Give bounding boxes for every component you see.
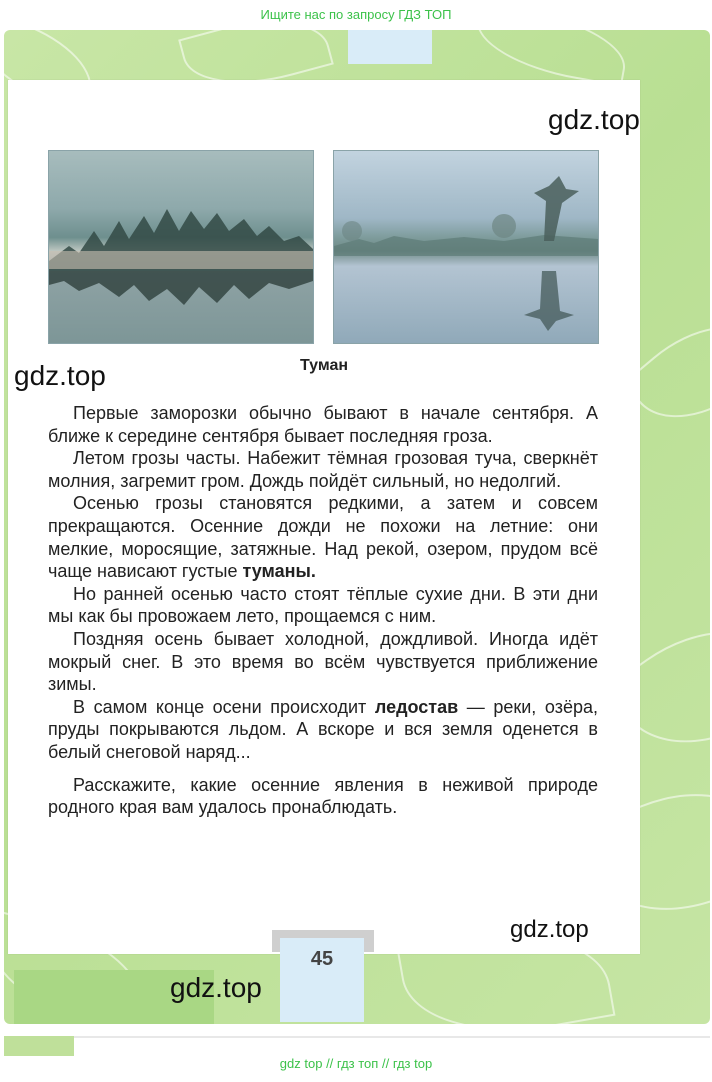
fog-lake-photo-left (48, 150, 314, 344)
leaf-decoration (470, 30, 632, 87)
bottom-tab (4, 1036, 74, 1056)
watermark: gdz.top (170, 972, 262, 1003)
paragraph: Но ранней осенью часто стоят тёплые сухие дни. В эти дни мы как бы провожаем лето, прощаемся с ним. (48, 583, 598, 627)
term-fogs: туманы. (242, 561, 316, 582)
search-hint-text: Ищите нас по запросу ГДЗ ТОП (260, 7, 452, 22)
footer-link[interactable]: гдз топ (336, 1056, 379, 1071)
search-hint-banner (0, 0, 712, 30)
footer-separator: // (326, 1056, 334, 1071)
footer-link[interactable]: гдз top (392, 1056, 433, 1071)
tree-reflection-icon (334, 271, 598, 331)
paragraph: Летом грозы часты. Набежит тёмная грозовая туча, сверкнёт молния, загремит гром. Дождь пойдёт сильный, но недолгий. (48, 448, 598, 491)
textbook-page (8, 80, 640, 954)
fog-band (49, 251, 313, 269)
watermark: gdz.top (548, 104, 640, 135)
footer-links (0, 1056, 712, 1074)
watermark: gdz.top (14, 360, 106, 391)
photo-caption: Туман (299, 357, 349, 374)
paragraph-text: Осенью грозы становятся редкими, а затем и совсем прекращаются. Осенние дожди не похожи на летние: они мелкие, моросящие, затяжные. Над рекой, озером, прудом всё чаще нависают густые (48, 493, 598, 582)
misty-trees-icon (334, 171, 598, 256)
term-freeze-up: ледостав (374, 696, 459, 717)
paragraph-text: В самом конце осени происходит (73, 696, 367, 717)
paragraph (48, 492, 598, 582)
paragraph: Первые заморозки обычно бывают в начале сентября. А ближе к середине сентября бывает последняя гроза. (48, 403, 598, 446)
paragraph (48, 696, 598, 764)
body-text (48, 402, 598, 819)
page-number: 45 (280, 938, 364, 1022)
question-paragraph: Расскажите, какие осенние явления в неживой природе родного края вам удалось пронаблюдать. (48, 774, 598, 818)
top-page-tab (348, 30, 432, 64)
paragraph: Поздняя осень бывает холодной, дождливой. Иногда идёт мокрый снег. В это время во всём чувствуется приближение зимы. (48, 628, 598, 695)
watermark: gdz.top (510, 916, 589, 943)
bottom-strip (4, 1036, 710, 1058)
footer-link[interactable]: gdz top (279, 1056, 323, 1071)
forest-reflection-icon (49, 271, 313, 321)
fog-lake-photo-right (333, 150, 599, 344)
footer-separator: // (381, 1056, 390, 1071)
paragraph-text: — реки, озёра, пруды покрываются льдом. А вскоре и вся земля оденется в белый снеговой наряд... (48, 696, 598, 762)
